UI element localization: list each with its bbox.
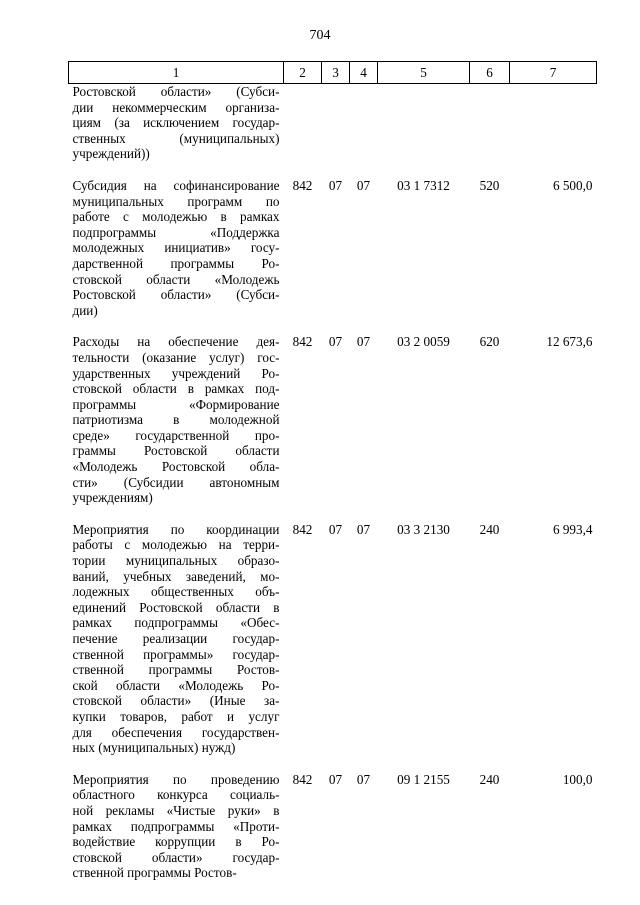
description-line: сти» (Субсидии автономным xyxy=(72,474,280,490)
description-line: муниципальных программ по xyxy=(72,193,280,209)
description-line: ударственных учреждений Ро- xyxy=(72,365,280,381)
row-description xyxy=(69,326,284,514)
section-code-cell: 07 xyxy=(328,177,343,193)
column-header-3: 3 xyxy=(322,62,350,84)
description-line: работе с молодежью в рамках xyxy=(72,209,280,225)
description-line: дии некоммерческим организа- xyxy=(72,99,280,115)
description-line: лодежных общественных объ- xyxy=(72,584,280,600)
description-line: ской области «Молодежь Ро- xyxy=(72,677,280,693)
description-line: подпрограммы «Поддержка xyxy=(72,224,280,240)
amount-cell xyxy=(510,84,597,170)
description-line: ственной программы» государ- xyxy=(72,646,280,662)
row-description xyxy=(69,514,284,764)
column-header-6: 6 xyxy=(470,62,510,84)
description-line: граммы Ростовской области xyxy=(72,443,280,459)
row-description xyxy=(69,170,284,326)
description-line: тельности (оказание услуг) гос- xyxy=(72,349,280,365)
target-article-cell: 03 2 0059 xyxy=(397,334,450,350)
description-line: рамках подпрограммы «Обес- xyxy=(72,615,280,631)
description-line: единений Ростовской области в xyxy=(72,599,280,615)
page-number: 704 xyxy=(309,28,331,43)
column-header-7: 7 xyxy=(510,62,597,84)
header-row xyxy=(69,62,597,84)
amount-cell: 100,0 xyxy=(562,771,593,787)
subsection-code-cell: 07 xyxy=(356,771,371,787)
amount-cell: 6 993,4 xyxy=(552,521,593,537)
description-line: стовской области» (Иные за- xyxy=(72,693,280,709)
description-line: стовской области «Молодежь xyxy=(72,271,280,287)
target-article-cell: 09 1 2155 xyxy=(397,771,450,787)
expense-type-cell: 240 xyxy=(479,771,500,787)
subsection-code-cell xyxy=(350,84,378,170)
ministry-code-cell: 842 xyxy=(292,521,313,537)
row-description xyxy=(69,84,284,170)
description-line: программы «Формирование xyxy=(72,396,280,412)
description-line: циям (за исключением государ- xyxy=(72,115,280,131)
description-line: водействие коррупции в Ро- xyxy=(72,834,280,850)
description-line: ственной программы Ростов- xyxy=(72,662,280,678)
ministry-code-cell xyxy=(284,84,322,170)
description-line: ной рекламы «Чистые руки» в xyxy=(72,802,280,818)
section-code-cell: 07 xyxy=(328,771,343,787)
description-line: Ростовской области» (Субси- xyxy=(72,287,280,303)
amount-cell: 12 673,6 xyxy=(546,334,593,350)
description-line: учреждениям) xyxy=(72,490,153,506)
description-line: тории муниципальных образо- xyxy=(72,553,280,569)
table-row xyxy=(69,764,597,889)
description-line: ственной программы Ростов- xyxy=(72,865,237,881)
expense-type-cell: 520 xyxy=(479,177,500,193)
description-line: стовской области» государ- xyxy=(72,849,280,865)
description-line: Мероприятия по координации xyxy=(72,521,280,537)
target-article-cell xyxy=(378,84,470,170)
description-line: Мероприятия по проведению xyxy=(72,771,280,787)
description-line: купки товаров, работ и услуг xyxy=(72,708,280,724)
section-code-cell xyxy=(322,84,350,170)
description-line: дарственной программы Ро- xyxy=(72,255,280,271)
row-description xyxy=(69,764,284,889)
ministry-code-cell: 842 xyxy=(292,771,313,787)
target-article-cell: 03 3 2130 xyxy=(397,521,450,537)
description-line: патриотизма в молодежной xyxy=(72,412,280,428)
description-line: ваний, учебных заведений, мо- xyxy=(72,568,280,584)
expense-type-cell xyxy=(470,84,510,170)
description-line: Ростовской области» (Субси- xyxy=(72,84,280,99)
description-line: ственных (муниципальных) xyxy=(72,130,280,146)
description-line: дии) xyxy=(72,302,98,318)
subsection-code-cell: 07 xyxy=(356,177,371,193)
budget-table xyxy=(68,61,597,889)
ministry-code-cell: 842 xyxy=(292,334,313,350)
table-row xyxy=(69,170,597,326)
description-line: печение реализации государ- xyxy=(72,631,280,646)
section-code-cell: 07 xyxy=(328,521,343,537)
subsection-code-cell: 07 xyxy=(356,521,371,537)
description-line: ных (муниципальных) нужд) xyxy=(72,740,236,756)
table-row xyxy=(69,514,597,764)
description-line: областного конкурса социаль- xyxy=(72,787,280,803)
description-line: работы с молодежью на терри- xyxy=(72,537,280,553)
description-line: учреждений)) xyxy=(72,146,150,162)
description-line: для обеспечения государствен- xyxy=(72,724,280,740)
description-line: Субсидия на софинансирование xyxy=(72,177,280,193)
description-line: стовской области в рамках под- xyxy=(72,381,280,397)
table-body xyxy=(69,84,597,889)
description-line: рамках подпрограммы «Проти- xyxy=(72,818,280,834)
target-article-cell: 03 1 7312 xyxy=(397,177,450,193)
description-line: молодежных инициатив» госу- xyxy=(72,240,280,256)
expense-type-cell: 620 xyxy=(479,334,500,350)
column-header-5: 5 xyxy=(378,62,470,84)
description-line: Расходы на обеспечение дея- xyxy=(72,334,280,350)
column-header-4: 4 xyxy=(350,62,378,84)
column-header-2: 2 xyxy=(284,62,322,84)
column-header-1: 1 xyxy=(69,62,284,84)
subsection-code-cell: 07 xyxy=(356,334,371,350)
description-line: среде» государственной про- xyxy=(72,427,280,443)
ministry-code-cell: 842 xyxy=(292,177,313,193)
description-line: «Молодежь Ростовской обла- xyxy=(72,459,280,475)
table-row xyxy=(69,84,597,170)
expense-type-cell: 240 xyxy=(479,521,500,537)
table-row xyxy=(69,326,597,514)
section-code-cell: 07 xyxy=(328,334,343,350)
amount-cell: 6 500,0 xyxy=(552,177,593,193)
